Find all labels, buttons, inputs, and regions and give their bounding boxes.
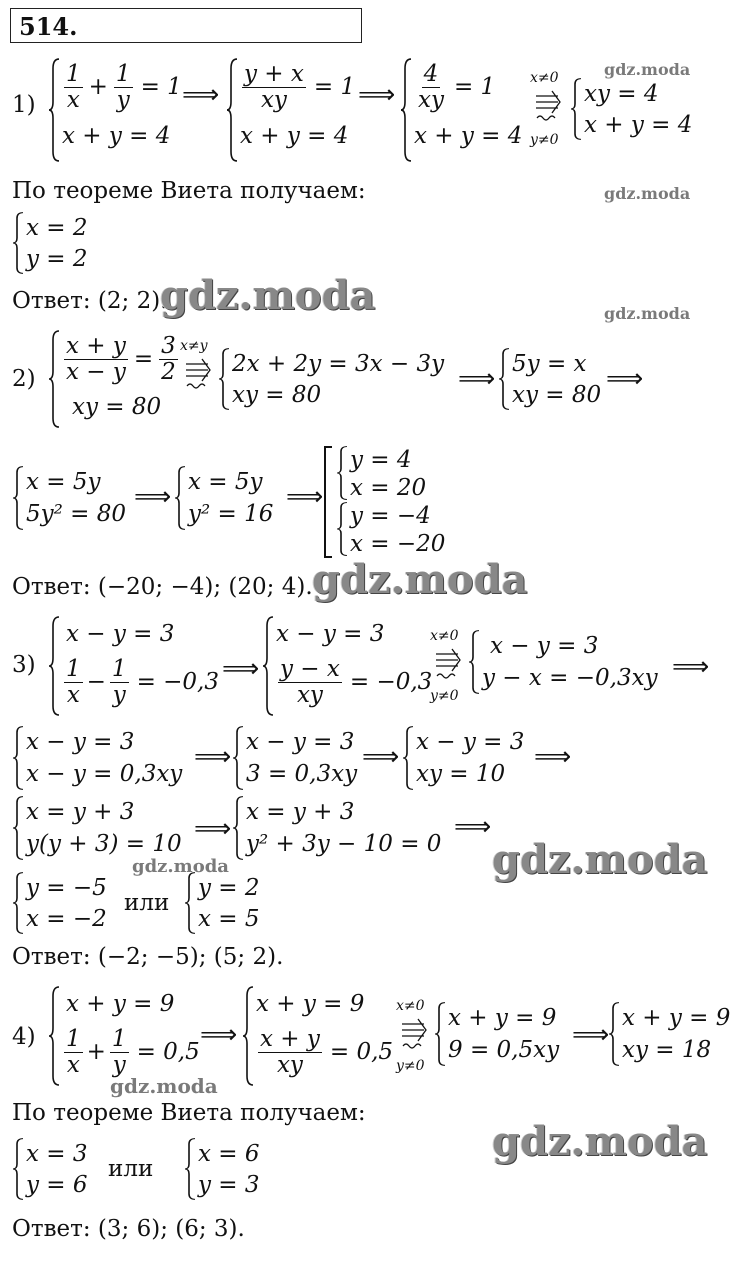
implies-arrow: ⟹ (362, 742, 400, 772)
system-1-3: $\frac{4}{xy}$ = 1 x + y = 4 (400, 58, 535, 162)
equivalence-arrow (534, 88, 564, 128)
system-2-2: 2x + 2y = 3x − 3y xy = 80 (218, 348, 458, 410)
implies-arrow: ⟹ (194, 814, 232, 844)
system-2-1: $\frac{x + y}{x - y}$ = $\frac{3}{2}$ xy = 80 (48, 330, 188, 428)
implies-arrow: ⟹ (534, 742, 572, 772)
answer-1: Ответ: (2; 2). (12, 288, 168, 314)
system-4-5: x = 3 y = 6 (12, 1138, 112, 1200)
condition-y: y≠0 (396, 1058, 425, 1074)
part-label-4: 4) (12, 1024, 36, 1050)
system-2-6b: y = −4 x = −20 (336, 502, 446, 556)
implies-arrow: ⟹ (454, 812, 492, 842)
watermark-small: gdz.moda (110, 1074, 218, 1098)
condition-x: x≠0 (430, 628, 459, 644)
watermark-big: gdz.moda (492, 836, 708, 883)
watermark-small: gdz.moda (132, 856, 229, 877)
part-label-1: 1) (12, 92, 36, 118)
answer-4: Ответ: (3; 6); (6; 3). (12, 1216, 245, 1242)
implies-arrow: ⟹ (458, 364, 496, 394)
system-4-1: x + y = 9 $\frac{1}{x}$ + $\frac{1}{y}$ = 0,5 (48, 986, 228, 1086)
vieta-text-1: По теореме Виета получаем: (12, 178, 366, 204)
or-text: или (108, 1156, 154, 1182)
watermark-small: gdz.moda (604, 304, 691, 323)
system-1-4: xy = 4 x + y = 4 (570, 78, 710, 140)
implies-arrow: ⟹ (182, 80, 220, 110)
system-3-6: x − y = 3 xy = 10 (402, 726, 532, 790)
equivalence-arrow (400, 1016, 430, 1056)
system-2-4: x = 5y 5y² = 80 (12, 466, 142, 530)
system-2-3: 5y = x xy = 80 (498, 348, 608, 410)
vieta-text-4: По теореме Виета получаем: (12, 1100, 366, 1126)
implies-arrow: ⟹ (194, 742, 232, 772)
implies-arrow: ⟹ (134, 482, 172, 512)
equivalence-arrow (184, 356, 214, 390)
system-3-4: x − y = 3 x − y = 0,3xy (12, 726, 202, 790)
watermark-big: gdz.moda (492, 1118, 708, 1165)
system-1-5: x = 2 y = 2 (12, 212, 112, 274)
condition-x: x≠0 (396, 998, 425, 1014)
implies-arrow: ⟹ (222, 654, 260, 684)
system-4-4: x + y = 9 xy = 18 (608, 1002, 728, 1066)
set-bracket (324, 446, 332, 558)
system-4-3: x + y = 9 9 = 0,5xy (434, 1002, 574, 1066)
implies-arrow: ⟹ (572, 1020, 610, 1050)
system-3-2: x − y = 3 $\frac{y - x}{xy}$ = −0,3 (262, 616, 432, 716)
condition-y: y≠0 (430, 688, 459, 704)
answer-2: Ответ: (−20; −4); (20; 4). (12, 574, 313, 600)
equivalence-arrow (434, 646, 464, 686)
or-text: или (124, 890, 170, 916)
implies-arrow: ⟹ (286, 482, 324, 512)
problem-number-box (10, 8, 362, 43)
condition-y: y≠0 (530, 132, 559, 148)
system-3-8: x = y + 3 y² + 3y − 10 = 0 (232, 796, 452, 860)
system-3-7: x = y + 3 y(y + 3) = 10 (12, 796, 202, 860)
system-4-6: x = 6 y = 3 (184, 1138, 274, 1200)
system-3-5: x − y = 3 3 = 0,3xy (232, 726, 372, 790)
system-3-10: y = 2 x = 5 (184, 872, 274, 934)
system-3-1: x − y = 3 $\frac{1}{x}$ − $\frac{1}{y}$ = −0,3 (48, 616, 228, 716)
condition-x: x≠0 (530, 70, 559, 86)
watermark-big: gdz.moda (312, 556, 528, 603)
part-label-2: 2) (12, 366, 36, 392)
system-4-2: x + y = 9 $\frac{x + y}{xy}$ = 0,5 (242, 986, 402, 1086)
system-1-1: $\frac{1}{x}$ + $\frac{1}{y}$ = 1 x + y = 4 (48, 58, 218, 162)
system-2-6a: y = 4 x = 20 (336, 446, 446, 500)
system-3-9: y = −5 x = −2 (12, 872, 112, 934)
condition-xy: x≠y (180, 338, 208, 354)
implies-arrow: ⟹ (606, 364, 644, 394)
watermark-small: gdz.moda (604, 60, 691, 79)
system-1-2: $\frac{y + x}{xy}$ = 1 x + y = 4 (226, 58, 376, 162)
implies-arrow: ⟹ (672, 652, 710, 682)
implies-arrow: ⟹ (200, 1020, 238, 1050)
system-2-5: x = 5y y² = 16 (174, 466, 284, 530)
problem-number: 514. (19, 12, 78, 41)
watermark-small: gdz.moda (604, 184, 691, 203)
watermark-big: gdz.moda (160, 272, 376, 319)
answer-3: Ответ: (−2; −5); (5; 2). (12, 944, 284, 970)
implies-arrow: ⟹ (358, 80, 396, 110)
system-3-3: x − y = 3 y − x = −0,3xy (468, 630, 668, 694)
part-label-3: 3) (12, 652, 36, 678)
